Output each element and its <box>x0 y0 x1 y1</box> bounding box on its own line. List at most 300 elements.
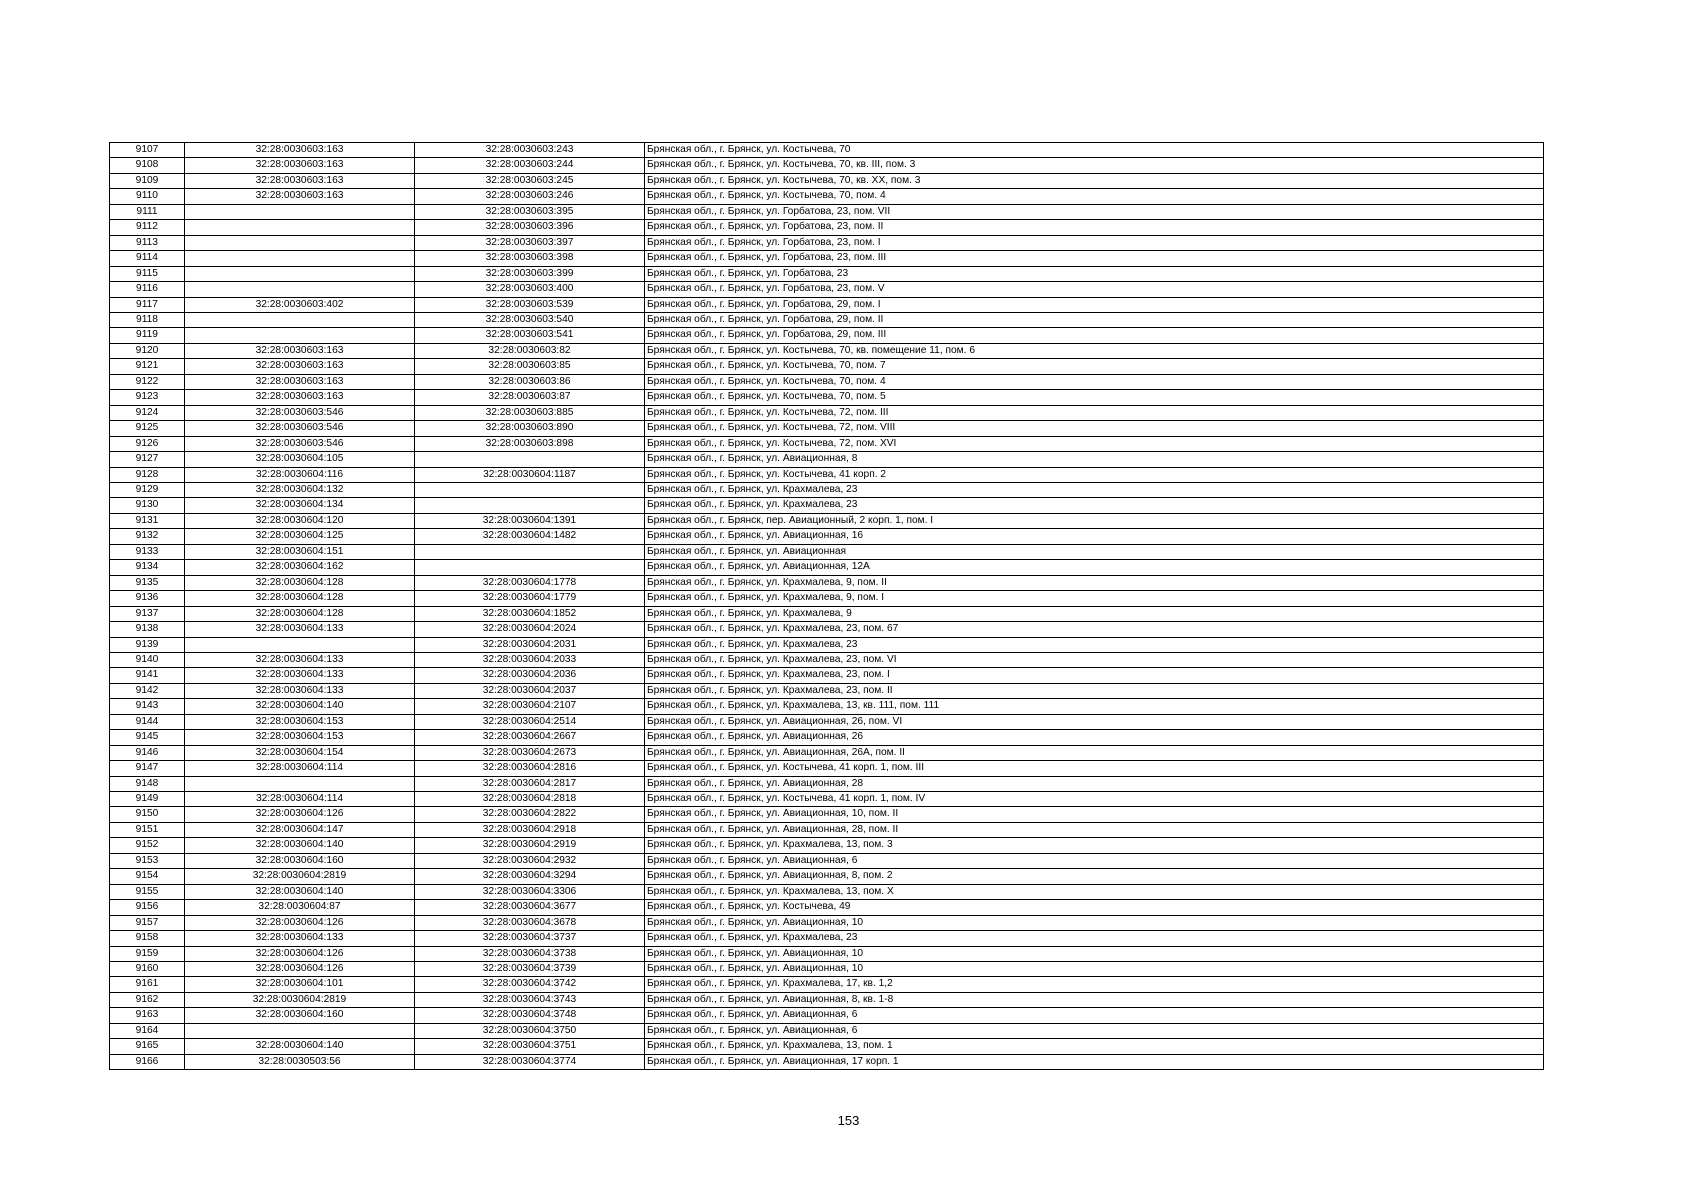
address-cell: Брянская обл., г. Брянск, ул. Авиационная, 28, пом. II <box>645 822 1544 837</box>
cadastral-number-cell: 32:28:0030604:2919 <box>415 838 645 853</box>
cadastral-number-cell: 32:28:0030604:3774 <box>415 1054 645 1069</box>
parent-cadastral-number-cell <box>185 328 415 343</box>
address-cell: Брянская обл., г. Брянск, ул. Авиационная, 8 <box>645 452 1544 467</box>
row-number-cell: 9156 <box>110 900 185 915</box>
address-cell: Брянская обл., г. Брянск, ул. Крахмалева, 13, пом. 3 <box>645 838 1544 853</box>
registry-table-body <box>110 143 1544 1070</box>
parent-cadastral-number-cell: 32:28:0030604:126 <box>185 807 415 822</box>
cadastral-number-cell: 32:28:0030604:2031 <box>415 637 645 652</box>
row-number-cell: 9157 <box>110 915 185 930</box>
address-cell: Брянская обл., г. Брянск, ул. Горбатова, 23, пом. III <box>645 251 1544 266</box>
cadastral-number-cell: 32:28:0030604:1391 <box>415 513 645 528</box>
cadastral-number-cell: 32:28:0030604:3750 <box>415 1023 645 1038</box>
cadastral-number-cell: 32:28:0030604:3751 <box>415 1039 645 1054</box>
parent-cadastral-number-cell: 32:28:0030604:126 <box>185 962 415 977</box>
cadastral-number-cell: 32:28:0030604:3743 <box>415 992 645 1007</box>
parent-cadastral-number-cell <box>185 204 415 219</box>
address-cell: Брянская обл., г. Брянск, ул. Костычева, 72, пом. XVI <box>645 436 1544 451</box>
parent-cadastral-number-cell: 32:28:0030604:140 <box>185 838 415 853</box>
row-number-cell: 9136 <box>110 591 185 606</box>
row-number-cell: 9134 <box>110 560 185 575</box>
parent-cadastral-number-cell: 32:28:0030603:163 <box>185 158 415 173</box>
parent-cadastral-number-cell <box>185 220 415 235</box>
row-number-cell: 9127 <box>110 452 185 467</box>
address-cell: Брянская обл., г. Брянск, ул. Крахмалева, 23, пом. I <box>645 668 1544 683</box>
row-number-cell: 9159 <box>110 946 185 961</box>
row-number-cell: 9117 <box>110 297 185 312</box>
cadastral-number-cell <box>415 560 645 575</box>
parent-cadastral-number-cell: 32:28:0030604:120 <box>185 513 415 528</box>
cadastral-number-cell: 32:28:0030603:885 <box>415 405 645 420</box>
table-row <box>110 173 1544 188</box>
parent-cadastral-number-cell <box>185 312 415 327</box>
parent-cadastral-number-cell: 32:28:0030603:402 <box>185 297 415 312</box>
address-cell: Брянская обл., г. Брянск, ул. Костычева, 72, пом. III <box>645 405 1544 420</box>
row-number-cell: 9155 <box>110 884 185 899</box>
address-cell: Брянская обл., г. Брянск, ул. Авиационная, 26А, пом. II <box>645 745 1544 760</box>
parent-cadastral-number-cell: 32:28:0030604:133 <box>185 652 415 667</box>
address-cell: Брянская обл., г. Брянск, ул. Костычева, 70, пом. 7 <box>645 359 1544 374</box>
table-row <box>110 343 1544 358</box>
address-cell: Брянская обл., г. Брянск, ул. Авиационная, 10 <box>645 915 1544 930</box>
parent-cadastral-number-cell: 32:28:0030604:125 <box>185 529 415 544</box>
cadastral-number-cell: 32:28:0030604:1778 <box>415 575 645 590</box>
table-row <box>110 977 1544 992</box>
row-number-cell: 9158 <box>110 931 185 946</box>
table-row <box>110 900 1544 915</box>
cadastral-number-cell <box>415 452 645 467</box>
cadastral-number-cell: 32:28:0030604:3294 <box>415 869 645 884</box>
row-number-cell: 9120 <box>110 343 185 358</box>
cadastral-number-cell: 32:28:0030604:1779 <box>415 591 645 606</box>
table-row <box>110 482 1544 497</box>
row-number-cell: 9142 <box>110 683 185 698</box>
parent-cadastral-number-cell: 32:28:0030603:546 <box>185 421 415 436</box>
address-cell: Брянская обл., г. Брянск, ул. Горбатова, 29, пом. II <box>645 312 1544 327</box>
row-number-cell: 9132 <box>110 529 185 544</box>
cadastral-number-cell <box>415 498 645 513</box>
row-number-cell: 9125 <box>110 421 185 436</box>
cadastral-number-cell: 32:28:0030603:890 <box>415 421 645 436</box>
table-row <box>110 931 1544 946</box>
table-row <box>110 405 1544 420</box>
cadastral-number-cell: 32:28:0030604:1187 <box>415 467 645 482</box>
parent-cadastral-number-cell: 32:28:0030603:546 <box>185 405 415 420</box>
address-cell: Брянская обл., г. Брянск, ул. Костычева, 70, пом. 4 <box>645 374 1544 389</box>
address-cell: Брянская обл., г. Брянск, ул. Горбатова, 23, пом. VII <box>645 204 1544 219</box>
table-row <box>110 374 1544 389</box>
address-cell: Брянская обл., г. Брянск, ул. Авиационная, 17 корп. 1 <box>645 1054 1544 1069</box>
row-number-cell: 9140 <box>110 652 185 667</box>
row-number-cell: 9122 <box>110 374 185 389</box>
address-cell: Брянская обл., г. Брянск, пер. Авиационный, 2 корп. 1, пом. I <box>645 513 1544 528</box>
parent-cadastral-number-cell: 32:28:0030604:153 <box>185 730 415 745</box>
parent-cadastral-number-cell: 32:28:0030604:154 <box>185 745 415 760</box>
row-number-cell: 9129 <box>110 482 185 497</box>
address-cell: Брянская обл., г. Брянск, ул. Авиационная, 6 <box>645 853 1544 868</box>
parent-cadastral-number-cell: 32:28:0030604:87 <box>185 900 415 915</box>
table-row <box>110 745 1544 760</box>
address-cell: Брянская обл., г. Брянск, ул. Горбатова, 23, пом. V <box>645 282 1544 297</box>
parent-cadastral-number-cell: 32:28:0030604:162 <box>185 560 415 575</box>
cadastral-number-cell: 32:28:0030603:86 <box>415 374 645 389</box>
cadastral-number-cell: 32:28:0030603:244 <box>415 158 645 173</box>
cadastral-number-cell: 32:28:0030604:3742 <box>415 977 645 992</box>
table-row <box>110 915 1544 930</box>
cadastral-number-cell: 32:28:0030604:2817 <box>415 776 645 791</box>
parent-cadastral-number-cell: 32:28:0030603:163 <box>185 343 415 358</box>
row-number-cell: 9141 <box>110 668 185 683</box>
row-number-cell: 9150 <box>110 807 185 822</box>
row-number-cell: 9149 <box>110 792 185 807</box>
row-number-cell: 9123 <box>110 390 185 405</box>
address-cell: Брянская обл., г. Брянск, ул. Авиационная, 10 <box>645 946 1544 961</box>
row-number-cell: 9165 <box>110 1039 185 1054</box>
address-cell: Брянская обл., г. Брянск, ул. Горбатова, 29, пом. III <box>645 328 1544 343</box>
address-cell: Брянская обл., г. Брянск, ул. Крахмалева, 9, пом. I <box>645 591 1544 606</box>
cadastral-number-cell <box>415 544 645 559</box>
cadastral-number-cell: 32:28:0030603:85 <box>415 359 645 374</box>
row-number-cell: 9108 <box>110 158 185 173</box>
cadastral-number-cell: 32:28:0030603:245 <box>415 173 645 188</box>
table-row <box>110 189 1544 204</box>
cadastral-number-cell: 32:28:0030603:539 <box>415 297 645 312</box>
cadastral-number-cell: 32:28:0030603:540 <box>415 312 645 327</box>
table-row <box>110 962 1544 977</box>
table-row <box>110 591 1544 606</box>
row-number-cell: 9145 <box>110 730 185 745</box>
row-number-cell: 9152 <box>110 838 185 853</box>
address-cell: Брянская обл., г. Брянск, ул. Авиационная, 26, пом. VI <box>645 714 1544 729</box>
cadastral-number-cell: 32:28:0030604:2033 <box>415 652 645 667</box>
parent-cadastral-number-cell: 32:28:0030604:128 <box>185 591 415 606</box>
row-number-cell: 9163 <box>110 1008 185 1023</box>
table-row <box>110 421 1544 436</box>
address-cell: Брянская обл., г. Брянск, ул. Горбатова, 29, пом. I <box>645 297 1544 312</box>
table-row <box>110 622 1544 637</box>
table-row <box>110 1039 1544 1054</box>
row-number-cell: 9146 <box>110 745 185 760</box>
row-number-cell: 9151 <box>110 822 185 837</box>
table-row <box>110 328 1544 343</box>
parent-cadastral-number-cell: 32:28:0030604:153 <box>185 714 415 729</box>
address-cell: Брянская обл., г. Брянск, ул. Костычева, 70 <box>645 143 1544 158</box>
address-cell: Брянская обл., г. Брянск, ул. Крахмалева, 23 <box>645 931 1544 946</box>
cadastral-number-cell: 32:28:0030604:2037 <box>415 683 645 698</box>
table-row <box>110 776 1544 791</box>
table-row <box>110 498 1544 513</box>
row-number-cell: 9112 <box>110 220 185 235</box>
row-number-cell: 9147 <box>110 761 185 776</box>
table-row <box>110 297 1544 312</box>
table-row <box>110 730 1544 745</box>
cadastral-number-cell: 32:28:0030604:2036 <box>415 668 645 683</box>
table-row <box>110 452 1544 467</box>
address-cell: Брянская обл., г. Брянск, ул. Авиационная, 10 <box>645 962 1544 977</box>
parent-cadastral-number-cell: 32:28:0030604:133 <box>185 683 415 698</box>
row-number-cell: 9118 <box>110 312 185 327</box>
parent-cadastral-number-cell: 32:28:0030604:147 <box>185 822 415 837</box>
row-number-cell: 9161 <box>110 977 185 992</box>
parent-cadastral-number-cell: 32:28:0030604:128 <box>185 606 415 621</box>
table-row <box>110 513 1544 528</box>
address-cell: Брянская обл., г. Брянск, ул. Костычева, 41 корп. 1, пом. III <box>645 761 1544 776</box>
table-row <box>110 220 1544 235</box>
table-row <box>110 652 1544 667</box>
table-row <box>110 869 1544 884</box>
table-row <box>110 158 1544 173</box>
address-cell: Брянская обл., г. Брянск, ул. Крахмалева, 23 <box>645 637 1544 652</box>
row-number-cell: 9107 <box>110 143 185 158</box>
cadastral-number-cell: 32:28:0030603:898 <box>415 436 645 451</box>
parent-cadastral-number-cell: 32:28:0030603:163 <box>185 390 415 405</box>
row-number-cell: 9139 <box>110 637 185 652</box>
cadastral-number-cell: 32:28:0030603:400 <box>415 282 645 297</box>
registry-table-container <box>109 142 1543 1070</box>
parent-cadastral-number-cell: 32:28:0030604:140 <box>185 1039 415 1054</box>
address-cell: Брянская обл., г. Брянск, ул. Костычева, 41 корп. 1, пом. IV <box>645 792 1544 807</box>
parent-cadastral-number-cell: 32:28:0030604:132 <box>185 482 415 497</box>
cadastral-number-cell: 32:28:0030604:2818 <box>415 792 645 807</box>
address-cell: Брянская обл., г. Брянск, ул. Авиационная, 8, пом. 2 <box>645 869 1544 884</box>
address-cell: Брянская обл., г. Брянск, ул. Костычева, 70, кв. III, пом. 3 <box>645 158 1544 173</box>
address-cell: Брянская обл., г. Брянск, ул. Авиационная, 6 <box>645 1023 1544 1038</box>
cadastral-number-cell: 32:28:0030604:3738 <box>415 946 645 961</box>
row-number-cell: 9144 <box>110 714 185 729</box>
address-cell: Брянская обл., г. Брянск, ул. Авиационная, 8, кв. 1-8 <box>645 992 1544 1007</box>
cadastral-number-cell: 32:28:0030604:2667 <box>415 730 645 745</box>
table-row <box>110 529 1544 544</box>
cadastral-number-cell: 32:28:0030604:3737 <box>415 931 645 946</box>
parent-cadastral-number-cell: 32:28:0030604:160 <box>185 1008 415 1023</box>
cadastral-number-cell: 32:28:0030604:2816 <box>415 761 645 776</box>
address-cell: Брянская обл., г. Брянск, ул. Горбатова, 23 <box>645 266 1544 281</box>
table-row <box>110 683 1544 698</box>
row-number-cell: 9124 <box>110 405 185 420</box>
table-row <box>110 946 1544 961</box>
cadastral-number-cell: 32:28:0030604:2918 <box>415 822 645 837</box>
cadastral-number-cell: 32:28:0030603:396 <box>415 220 645 235</box>
address-cell: Брянская обл., г. Брянск, ул. Крахмалева, 13, пом. 1 <box>645 1039 1544 1054</box>
cadastral-number-cell: 32:28:0030604:1852 <box>415 606 645 621</box>
table-row <box>110 1023 1544 1038</box>
cadastral-number-cell: 32:28:0030604:2673 <box>415 745 645 760</box>
address-cell: Брянская обл., г. Брянск, ул. Крахмалева, 23 <box>645 482 1544 497</box>
parent-cadastral-number-cell: 32:28:0030604:140 <box>185 699 415 714</box>
row-number-cell: 9166 <box>110 1054 185 1069</box>
address-cell: Брянская обл., г. Брянск, ул. Костычева, 72, пом. VIII <box>645 421 1544 436</box>
parent-cadastral-number-cell <box>185 637 415 652</box>
parent-cadastral-number-cell: 32:28:0030604:133 <box>185 931 415 946</box>
table-row <box>110 235 1544 250</box>
parent-cadastral-number-cell: 32:28:0030604:2819 <box>185 869 415 884</box>
address-cell: Брянская обл., г. Брянск, ул. Крахмалева, 17, кв. 1,2 <box>645 977 1544 992</box>
table-row <box>110 359 1544 374</box>
table-row <box>110 838 1544 853</box>
address-cell: Брянская обл., г. Брянск, ул. Костычева, 41 корп. 2 <box>645 467 1544 482</box>
cadastral-number-cell: 32:28:0030603:243 <box>415 143 645 158</box>
parent-cadastral-number-cell: 32:28:0030604:105 <box>185 452 415 467</box>
parent-cadastral-number-cell: 32:28:0030604:128 <box>185 575 415 590</box>
cadastral-number-cell: 32:28:0030604:3677 <box>415 900 645 915</box>
table-row <box>110 761 1544 776</box>
registry-table <box>109 142 1544 1070</box>
parent-cadastral-number-cell: 32:28:0030604:140 <box>185 884 415 899</box>
parent-cadastral-number-cell: 32:28:0030604:134 <box>185 498 415 513</box>
table-row <box>110 467 1544 482</box>
cadastral-number-cell: 32:28:0030604:2822 <box>415 807 645 822</box>
address-cell: Брянская обл., г. Брянск, ул. Авиационная, 16 <box>645 529 1544 544</box>
address-cell: Брянская обл., г. Брянск, ул. Крахмалева, 13, кв. 111, пом. 111 <box>645 699 1544 714</box>
address-cell: Брянская обл., г. Брянск, ул. Авиационная <box>645 544 1544 559</box>
table-row <box>110 792 1544 807</box>
cadastral-number-cell: 32:28:0030604:2514 <box>415 714 645 729</box>
parent-cadastral-number-cell: 32:28:0030503:56 <box>185 1054 415 1069</box>
parent-cadastral-number-cell: 32:28:0030603:163 <box>185 359 415 374</box>
cadastral-number-cell: 32:28:0030603:246 <box>415 189 645 204</box>
parent-cadastral-number-cell: 32:28:0030604:126 <box>185 946 415 961</box>
cadastral-number-cell: 32:28:0030603:541 <box>415 328 645 343</box>
row-number-cell: 9114 <box>110 251 185 266</box>
row-number-cell: 9111 <box>110 204 185 219</box>
table-row <box>110 143 1544 158</box>
parent-cadastral-number-cell <box>185 251 415 266</box>
page-number: 153 <box>837 1113 860 1128</box>
row-number-cell: 9148 <box>110 776 185 791</box>
address-cell: Брянская обл., г. Брянск, ул. Крахмалева, 23, пом. VI <box>645 652 1544 667</box>
address-cell: Брянская обл., г. Брянск, ул. Крахмалева, 23, пом. 67 <box>645 622 1544 637</box>
address-cell: Брянская обл., г. Брянск, ул. Крахмалева, 9, пом. II <box>645 575 1544 590</box>
parent-cadastral-number-cell: 32:28:0030603:163 <box>185 189 415 204</box>
table-row <box>110 282 1544 297</box>
parent-cadastral-number-cell: 32:28:0030604:133 <box>185 668 415 683</box>
parent-cadastral-number-cell: 32:28:0030603:163 <box>185 143 415 158</box>
row-number-cell: 9128 <box>110 467 185 482</box>
address-cell: Брянская обл., г. Брянск, ул. Костычева, 49 <box>645 900 1544 915</box>
cadastral-number-cell <box>415 482 645 497</box>
row-number-cell: 9131 <box>110 513 185 528</box>
address-cell: Брянская обл., г. Брянск, ул. Крахмалева, 23, пом. II <box>645 683 1544 698</box>
table-row <box>110 992 1544 1007</box>
address-cell: Брянская обл., г. Брянск, ул. Костычева, 70, пом. 4 <box>645 189 1544 204</box>
row-number-cell: 9115 <box>110 266 185 281</box>
address-cell: Брянская обл., г. Брянск, ул. Авиационная, 6 <box>645 1008 1544 1023</box>
parent-cadastral-number-cell: 32:28:0030604:116 <box>185 467 415 482</box>
table-row <box>110 884 1544 899</box>
table-row <box>110 668 1544 683</box>
address-cell: Брянская обл., г. Брянск, ул. Костычева, 70, кв. XX, пом. 3 <box>645 173 1544 188</box>
parent-cadastral-number-cell <box>185 235 415 250</box>
cadastral-number-cell: 32:28:0030604:2107 <box>415 699 645 714</box>
row-number-cell: 9109 <box>110 173 185 188</box>
address-cell: Брянская обл., г. Брянск, ул. Костычева, 70, кв. помещение 11, пом. 6 <box>645 343 1544 358</box>
table-row <box>110 606 1544 621</box>
address-cell: Брянская обл., г. Брянск, ул. Авиационная, 28 <box>645 776 1544 791</box>
parent-cadastral-number-cell: 32:28:0030604:114 <box>185 761 415 776</box>
row-number-cell: 9130 <box>110 498 185 513</box>
row-number-cell: 9164 <box>110 1023 185 1038</box>
row-number-cell: 9119 <box>110 328 185 343</box>
table-row <box>110 714 1544 729</box>
table-row <box>110 312 1544 327</box>
address-cell: Брянская обл., г. Брянск, ул. Костычева, 70, пом. 5 <box>645 390 1544 405</box>
parent-cadastral-number-cell: 32:28:0030604:126 <box>185 915 415 930</box>
cadastral-number-cell: 32:28:0030604:3739 <box>415 962 645 977</box>
table-row <box>110 251 1544 266</box>
parent-cadastral-number-cell: 32:28:0030604:101 <box>185 977 415 992</box>
parent-cadastral-number-cell: 32:28:0030603:546 <box>185 436 415 451</box>
row-number-cell: 9160 <box>110 962 185 977</box>
address-cell: Брянская обл., г. Брянск, ул. Горбатова, 23, пом. II <box>645 220 1544 235</box>
table-row <box>110 436 1544 451</box>
table-row <box>110 822 1544 837</box>
table-row <box>110 266 1544 281</box>
row-number-cell: 9116 <box>110 282 185 297</box>
row-number-cell: 9153 <box>110 853 185 868</box>
table-row <box>110 807 1544 822</box>
cadastral-number-cell: 32:28:0030603:395 <box>415 204 645 219</box>
table-row <box>110 1008 1544 1023</box>
row-number-cell: 9126 <box>110 436 185 451</box>
cadastral-number-cell: 32:28:0030604:2932 <box>415 853 645 868</box>
table-row <box>110 560 1544 575</box>
parent-cadastral-number-cell <box>185 776 415 791</box>
cadastral-number-cell: 32:28:0030604:3306 <box>415 884 645 899</box>
table-row <box>110 544 1544 559</box>
table-row <box>110 575 1544 590</box>
table-row <box>110 853 1544 868</box>
row-number-cell: 9110 <box>110 189 185 204</box>
parent-cadastral-number-cell: 32:28:0030603:163 <box>185 173 415 188</box>
row-number-cell: 9135 <box>110 575 185 590</box>
table-row <box>110 204 1544 219</box>
parent-cadastral-number-cell: 32:28:0030604:151 <box>185 544 415 559</box>
parent-cadastral-number-cell: 32:28:0030604:2819 <box>185 992 415 1007</box>
parent-cadastral-number-cell <box>185 266 415 281</box>
address-cell: Брянская обл., г. Брянск, ул. Авиационная, 26 <box>645 730 1544 745</box>
row-number-cell: 9121 <box>110 359 185 374</box>
row-number-cell: 9138 <box>110 622 185 637</box>
table-row <box>110 637 1544 652</box>
parent-cadastral-number-cell <box>185 282 415 297</box>
cadastral-number-cell: 32:28:0030603:87 <box>415 390 645 405</box>
row-number-cell: 9162 <box>110 992 185 1007</box>
parent-cadastral-number-cell <box>185 1023 415 1038</box>
table-row <box>110 699 1544 714</box>
cadastral-number-cell: 32:28:0030603:397 <box>415 235 645 250</box>
row-number-cell: 9154 <box>110 869 185 884</box>
table-row <box>110 390 1544 405</box>
cadastral-number-cell: 32:28:0030603:82 <box>415 343 645 358</box>
cadastral-number-cell: 32:28:0030603:398 <box>415 251 645 266</box>
parent-cadastral-number-cell: 32:28:0030604:160 <box>185 853 415 868</box>
address-cell: Брянская обл., г. Брянск, ул. Горбатова, 23, пом. I <box>645 235 1544 250</box>
address-cell: Брянская обл., г. Брянск, ул. Крахмалева, 23 <box>645 498 1544 513</box>
parent-cadastral-number-cell: 32:28:0030604:133 <box>185 622 415 637</box>
address-cell: Брянская обл., г. Брянск, ул. Крахмалева, 13, пом. X <box>645 884 1544 899</box>
cadastral-number-cell: 32:28:0030604:1482 <box>415 529 645 544</box>
cadastral-number-cell: 32:28:0030604:3748 <box>415 1008 645 1023</box>
parent-cadastral-number-cell: 32:28:0030604:114 <box>185 792 415 807</box>
address-cell: Брянская обл., г. Брянск, ул. Авиационная, 10, пом. II <box>645 807 1544 822</box>
row-number-cell: 9137 <box>110 606 185 621</box>
row-number-cell: 9143 <box>110 699 185 714</box>
cadastral-number-cell: 32:28:0030603:399 <box>415 266 645 281</box>
row-number-cell: 9113 <box>110 235 185 250</box>
table-row <box>110 1054 1544 1069</box>
parent-cadastral-number-cell: 32:28:0030603:163 <box>185 374 415 389</box>
cadastral-number-cell: 32:28:0030604:2024 <box>415 622 645 637</box>
